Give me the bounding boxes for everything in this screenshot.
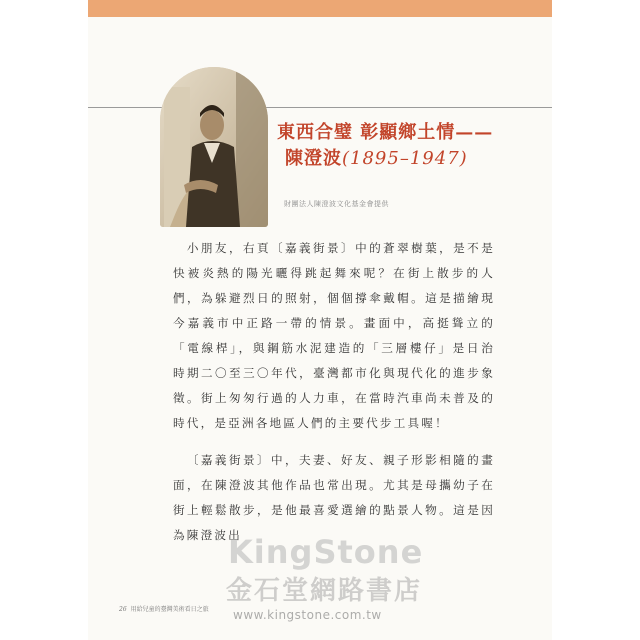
photo-credit: 財團法人陳澄波文化基金會提供 [284, 200, 389, 208]
portrait-photo [160, 67, 268, 227]
top-color-band [88, 0, 552, 17]
paragraph: 小朋友，右頁〔嘉義街景〕中的蒼翠樹葉，是不是快被炎熱的陽光曬得跳起舞來呢？在街上散步的人們，為躲避烈日的照射，個個撐傘戴帽。這是描繪現今嘉義市中正路一帶的情景。畫面中，高挺聳立的「電線桿」，與鋼筋水泥建造的「三層樓仔」是日治時期二〇至三〇年代，臺灣都市化與現代化的進步象徵。街上匆匆行過的人力車，在當時汽車尚未普及的時代，是亞洲各地區人們的主要代步工具喔！ [173, 241, 495, 430]
header-rule [88, 107, 552, 108]
title-line-1: 東西合璧 彰顯鄉土情—— [277, 122, 494, 143]
page-footer [119, 604, 209, 613]
page-number: 26 [119, 606, 127, 613]
paragraph: 〔嘉義街景〕中，夫妻、好友、親子形影相隨的畫面，在陳澄波其他作品也常出現。尤其是母攜幼子在街上輕鬆散步，是他最喜愛選繪的點景人物。這是因為陳澄波出 [173, 453, 495, 542]
book-title: 用給兒童的臺灣美術看日之旅 [130, 606, 209, 613]
watermark-chinese: 金石堂網路書店 [226, 576, 423, 606]
artist-years: (1895–1947) [342, 148, 468, 169]
body-text [173, 236, 495, 548]
article-title [277, 120, 547, 172]
title-line-2 [285, 146, 547, 172]
watermark-brand: KingStone [228, 533, 424, 571]
artist-name: 陳澄波 [285, 148, 342, 169]
watermark-url: www.kingstone.com.tw [233, 608, 382, 622]
